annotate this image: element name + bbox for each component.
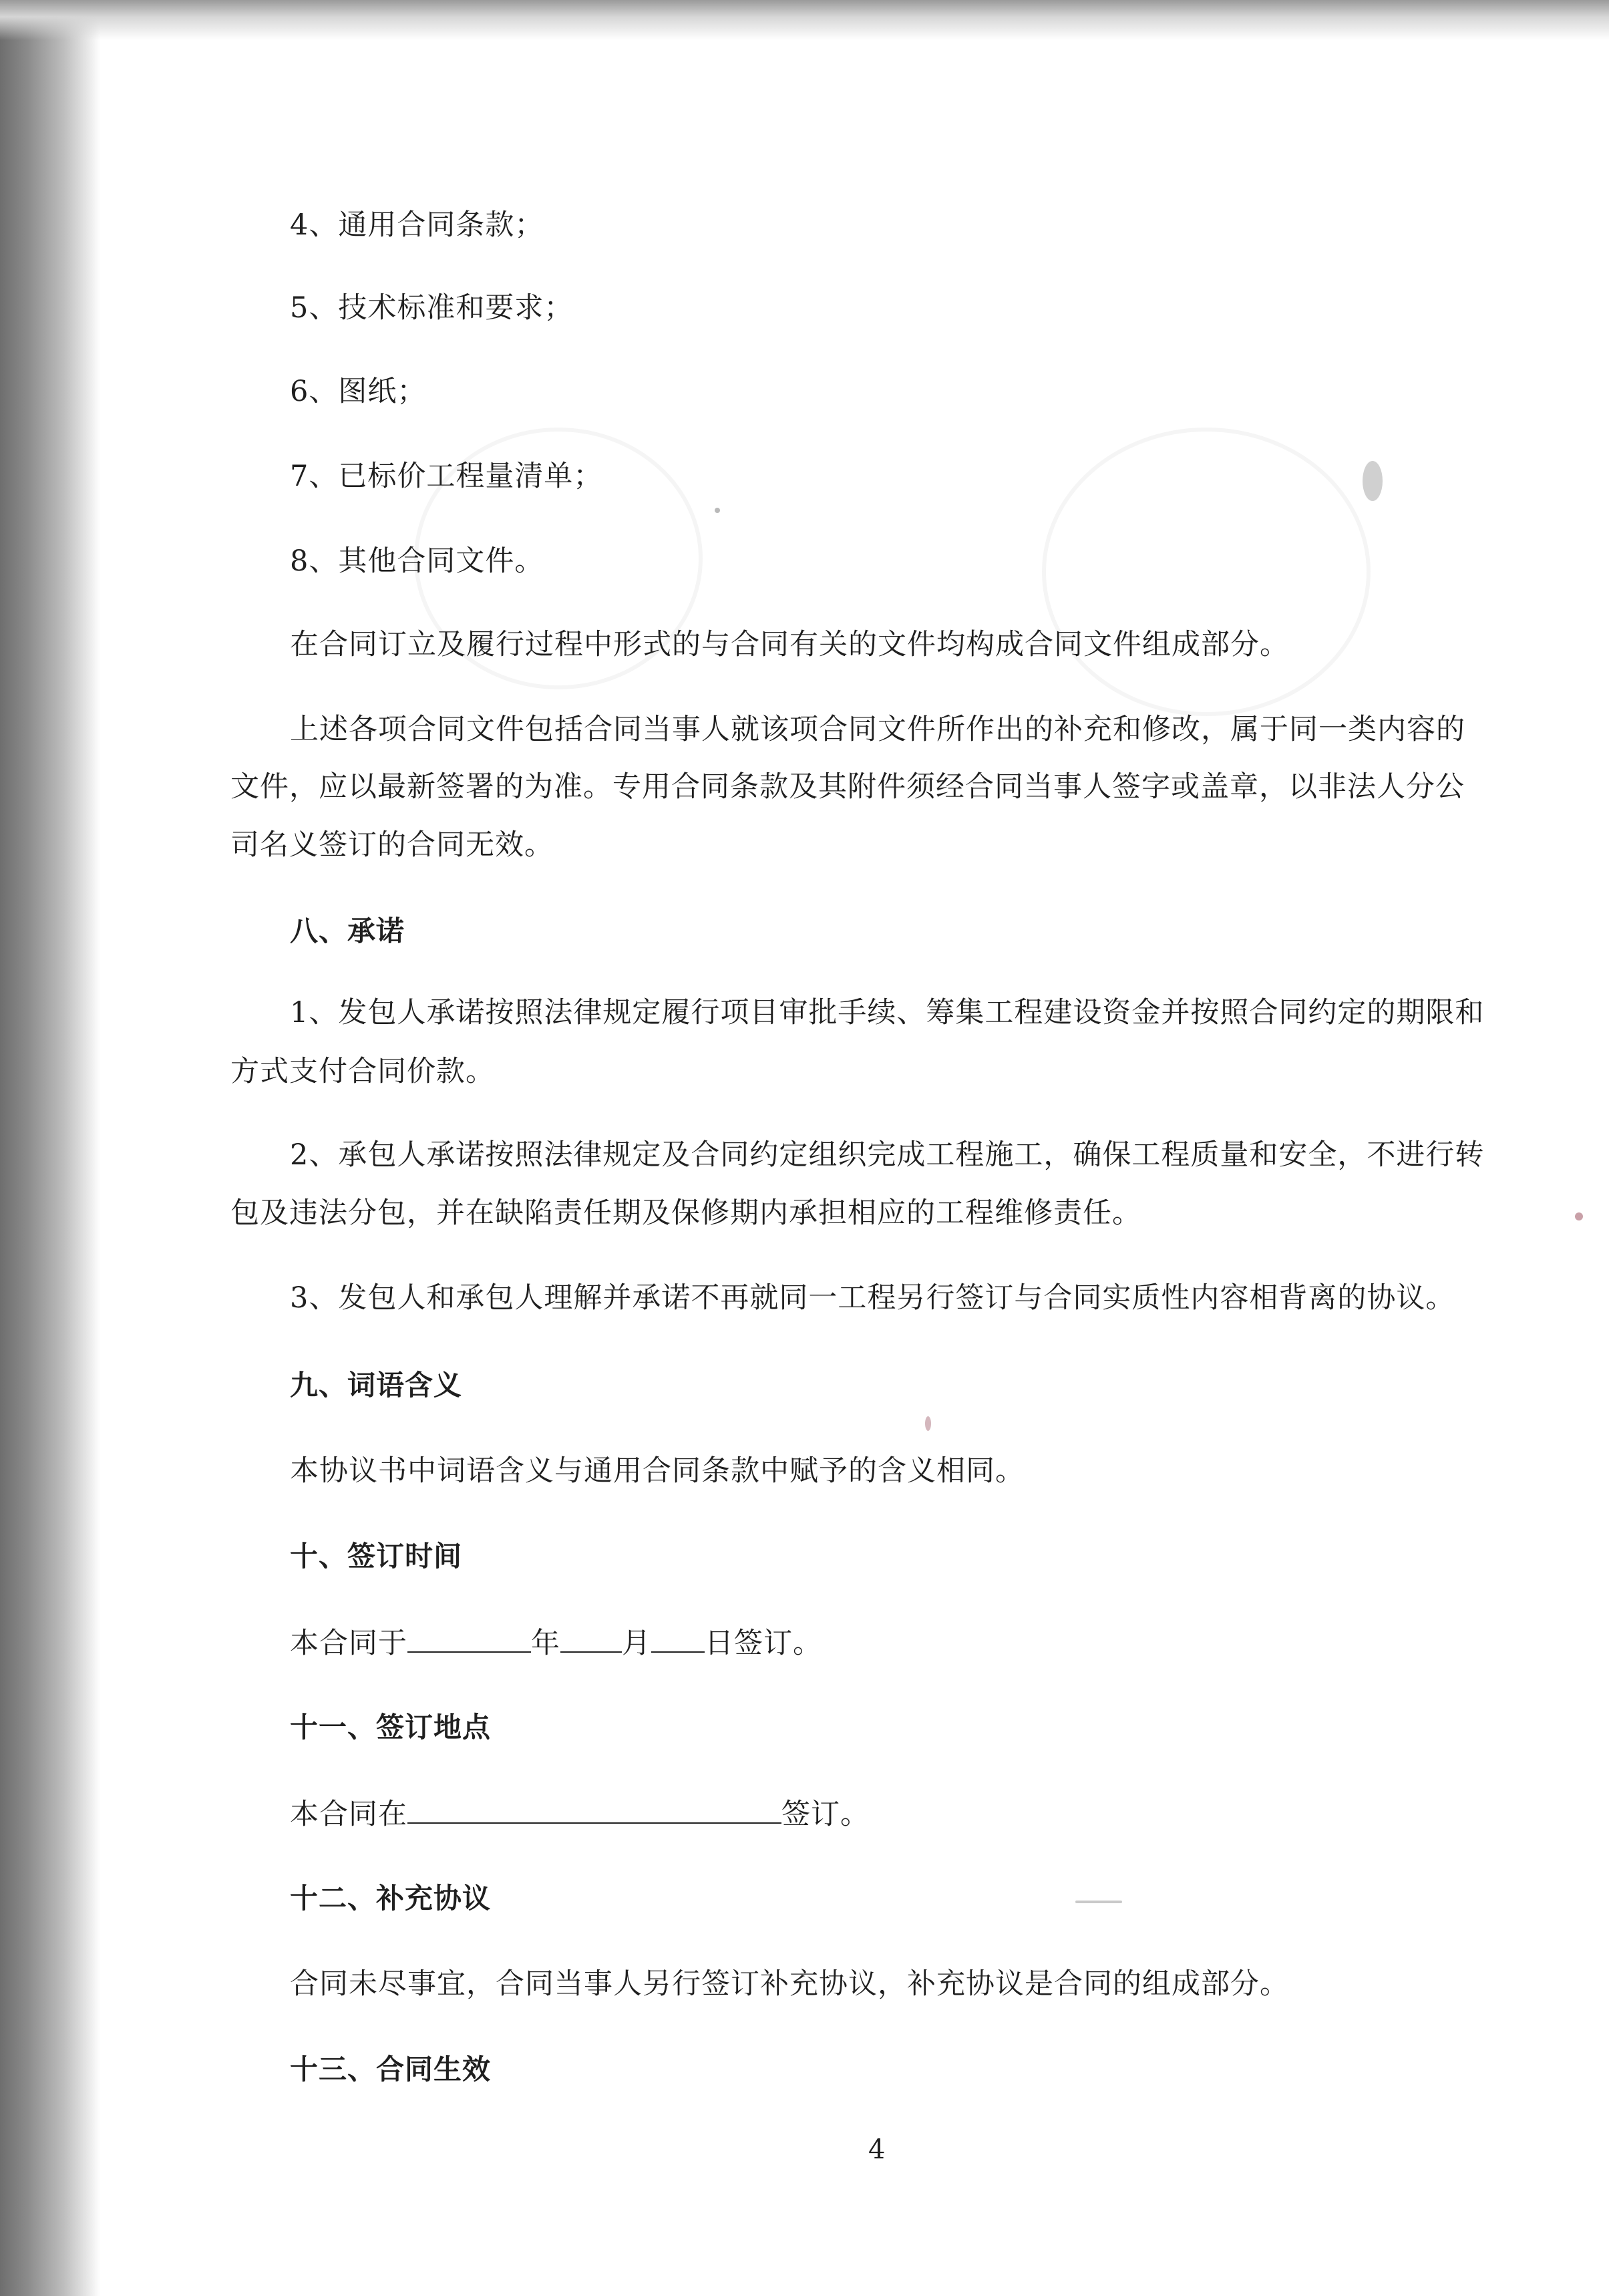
stamp-bleed-through <box>1042 428 1371 716</box>
scan-speck <box>1075 1901 1122 1903</box>
section-10-heading: 十、签订时间 <box>290 1540 463 1573</box>
commitment-2-line1: 2、承包人承诺按照法律规定及合同约定组织完成工程施工，确保工程质量和安全，不进行转 <box>290 1138 1485 1172</box>
list-item-8: 8、其他合同文件。 <box>290 544 544 578</box>
scan-speck <box>925 1416 931 1431</box>
section-9-heading: 九、词语含义 <box>290 1369 463 1402</box>
signing-place-line <box>290 1796 870 1832</box>
paragraph-amendments-line2: 文件，应以最新签署的为准。专用合同条款及其附件须经合同当事人签字或盖章，以非法人分公 <box>230 770 1465 804</box>
commitment-2-line2: 包及违法分包，并在缺陷责任期及保修期内承担相应的工程维修责任。 <box>230 1196 1141 1230</box>
signing-date-line <box>290 1625 822 1661</box>
scan-gutter-shadow <box>0 0 100 2296</box>
year-label: 年 <box>531 1627 560 1660</box>
list-item-4: 4、通用合同条款； <box>290 208 544 242</box>
section-9-body: 本协议书中词语含义与通用合同条款中赋予的含义相同。 <box>290 1454 1025 1488</box>
scan-top-shadow <box>0 0 1609 40</box>
paragraph-documents-formed: 在合同订立及履行过程中形式的与合同有关的文件均构成合同文件组成部分。 <box>290 628 1289 661</box>
day-blank <box>651 1625 705 1653</box>
paragraph-amendments-line1: 上述各项合同文件包括合同当事人就该项合同文件所作出的补充和修改，属于同一类内容的 <box>290 713 1465 746</box>
section-13-heading: 十三、合同生效 <box>290 2053 492 2086</box>
list-item-7: 7、已标价工程量清单； <box>290 460 603 493</box>
signing-date-prefix: 本合同于 <box>290 1627 407 1660</box>
commitment-1-line2: 方式支付合同价款。 <box>230 1055 495 1088</box>
place-blank <box>407 1796 781 1824</box>
list-item-6: 6、图纸； <box>290 375 427 408</box>
signing-place-suffix: 签订。 <box>781 1798 870 1831</box>
paragraph-amendments-line3: 司名义签订的合同无效。 <box>230 828 554 862</box>
page-number: 4 <box>868 2134 886 2165</box>
year-blank <box>407 1625 531 1653</box>
section-12-heading: 十二、补充协议 <box>290 1882 492 1915</box>
list-item-5: 5、技术标准和要求； <box>290 291 574 325</box>
section-11-heading: 十一、签订地点 <box>290 1711 492 1744</box>
signing-place-prefix: 本合同在 <box>290 1798 407 1831</box>
scan-speck <box>1575 1212 1583 1220</box>
commitment-1-line1: 1、发包人承诺按照法律规定履行项目审批手续、筹集工程建设资金并按照合同约定的期限和 <box>290 996 1485 1029</box>
scan-speck <box>1363 461 1383 501</box>
month-label: 月 <box>622 1627 651 1660</box>
day-label: 日签订。 <box>705 1627 822 1660</box>
section-8-heading: 八、承诺 <box>290 915 405 947</box>
month-blank <box>560 1625 622 1653</box>
commitment-3: 3、发包人和承包人理解并承诺不再就同一工程另行签订与合同实质性内容相背离的协议。 <box>290 1281 1455 1315</box>
section-12-body: 合同未尽事宜，合同当事人另行签订补充协议，补充协议是合同的组成部分。 <box>290 1967 1289 2001</box>
scan-speck <box>715 508 720 513</box>
